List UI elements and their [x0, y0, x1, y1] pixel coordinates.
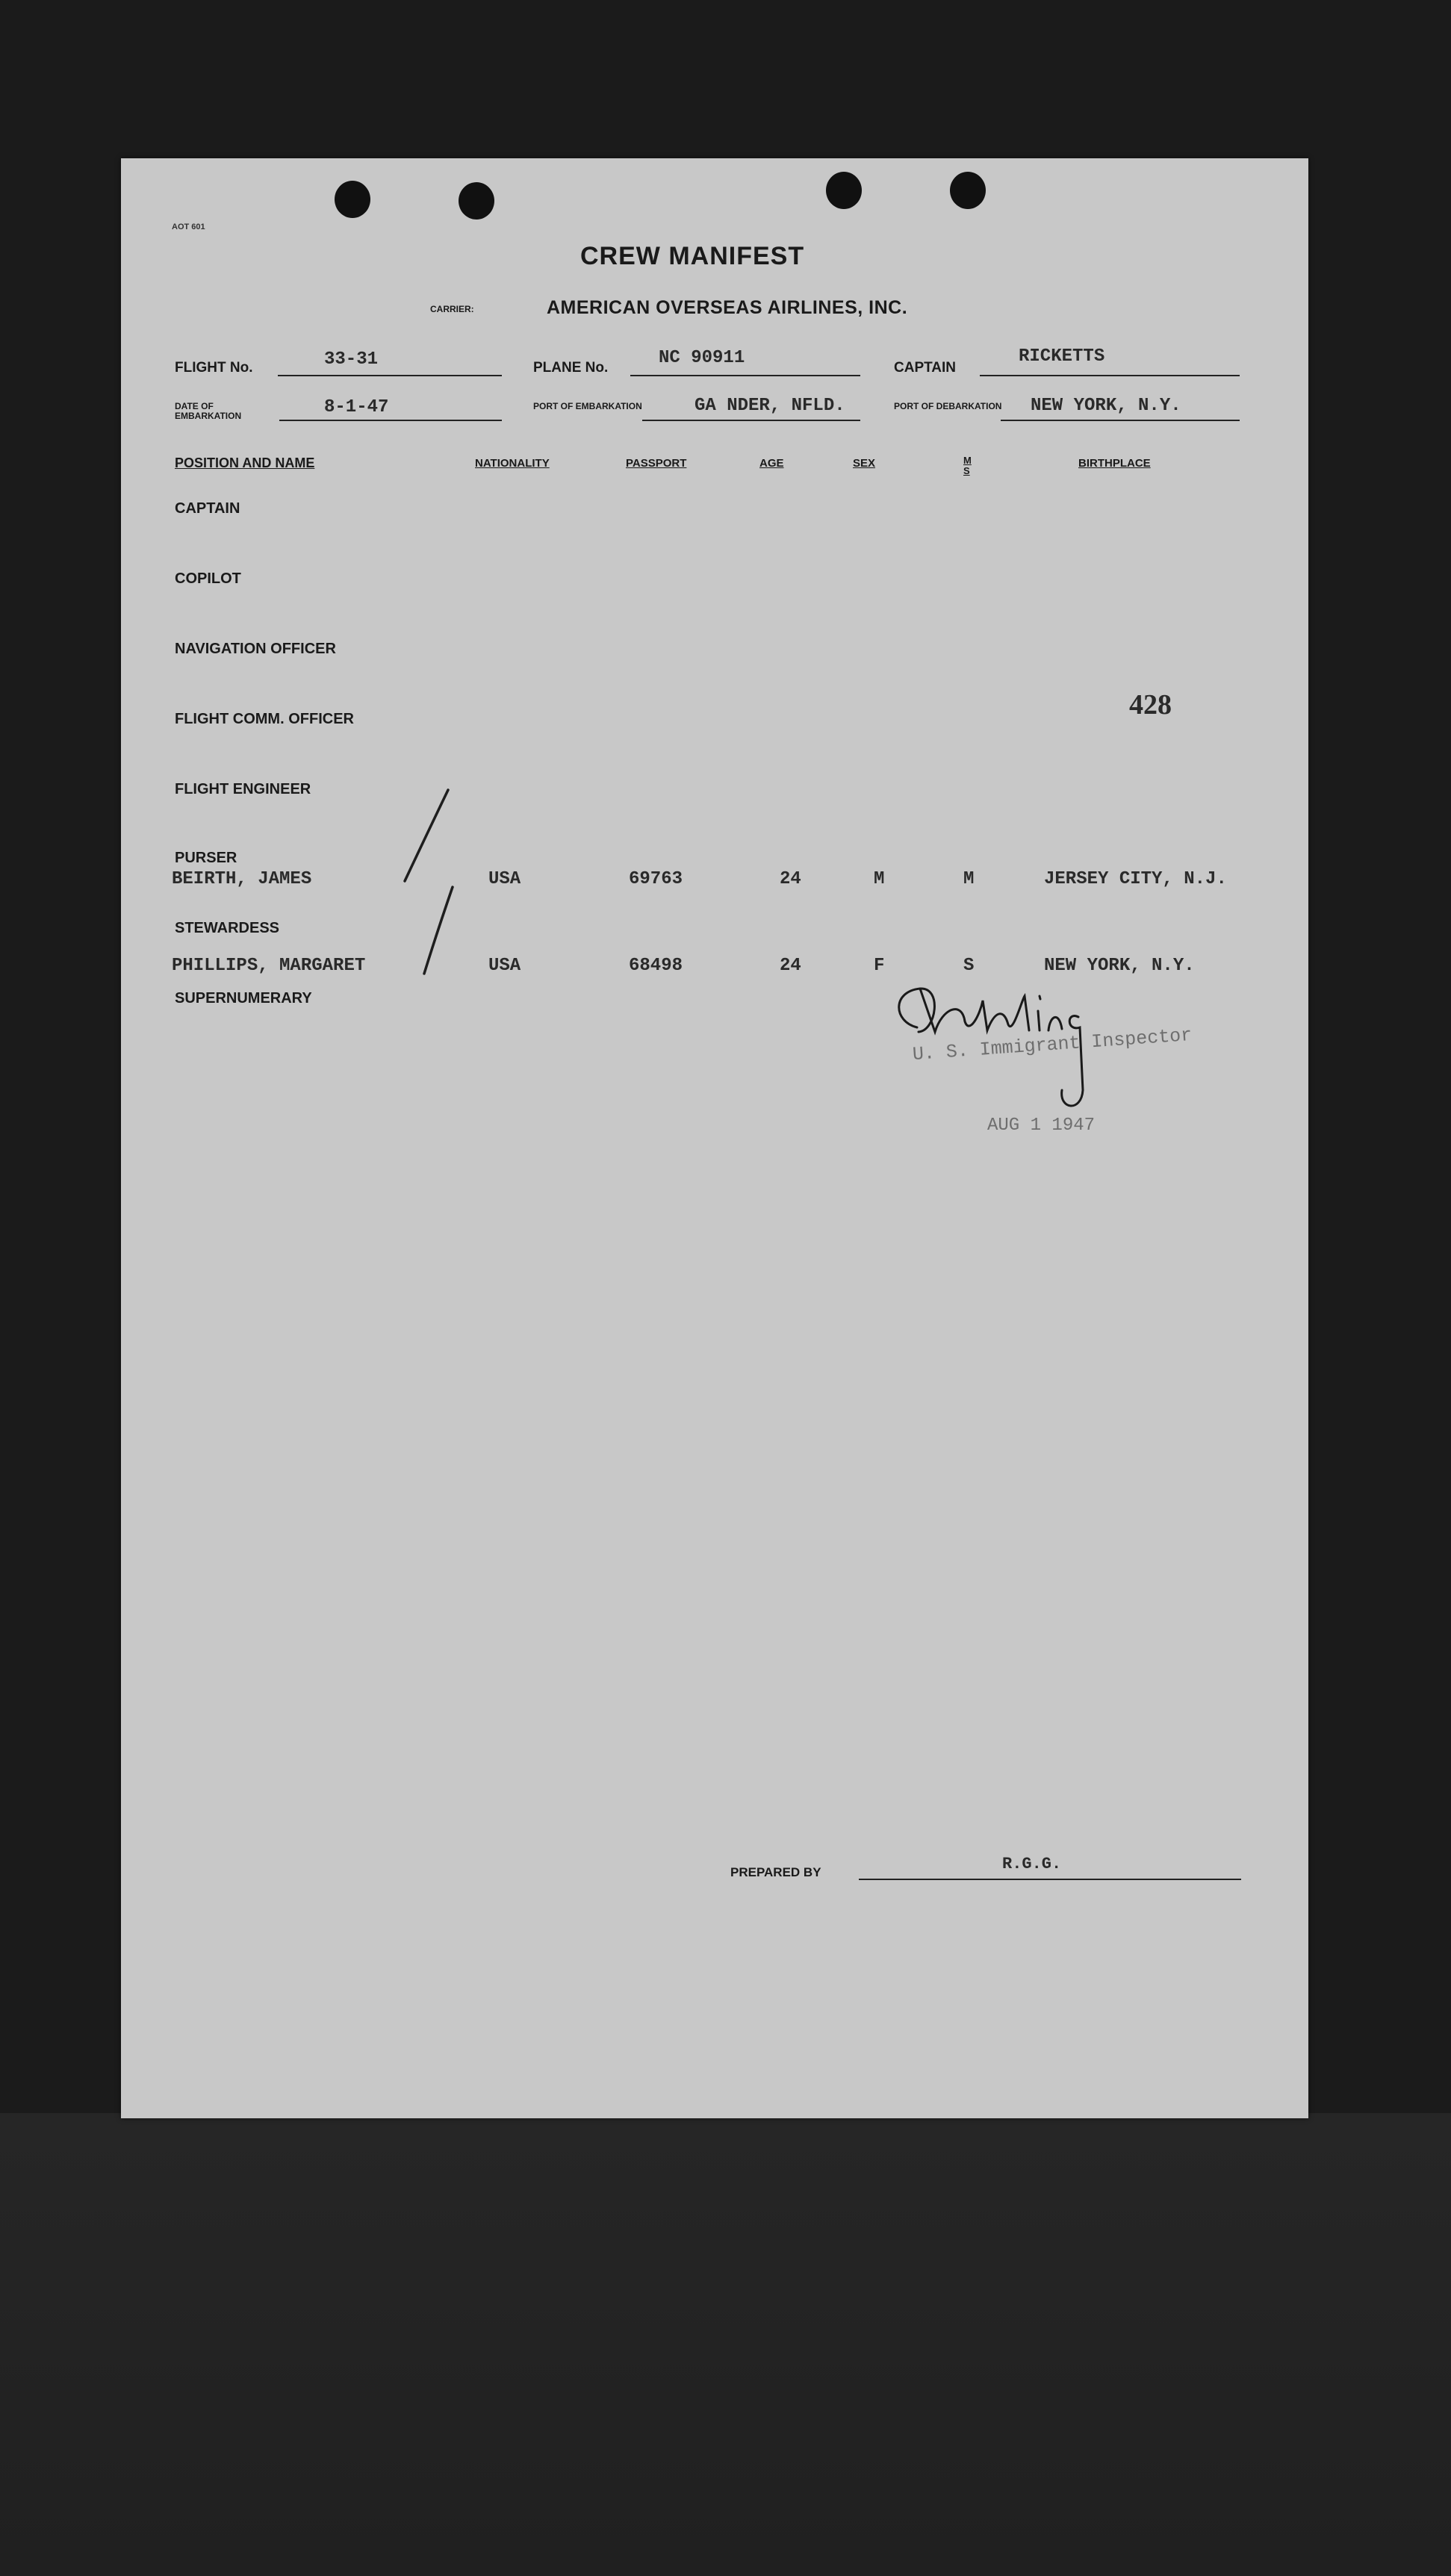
column-passport: PASSPORT — [626, 457, 687, 470]
position-purser: PURSER — [175, 850, 237, 866]
captain-label: CAPTAIN — [894, 360, 957, 376]
signature-text: A Golding — [890, 978, 894, 979]
check-mark — [420, 883, 464, 980]
captain-value: RICKETTS — [1019, 346, 1105, 367]
port-embarkation-value: GA NDER, NFLD. — [695, 396, 845, 416]
column-birthplace: BIRTHPLACE — [1078, 457, 1151, 470]
crew-name: PHILLIPS, MARGARET — [172, 956, 366, 976]
carrier-label: CARRIER: — [430, 304, 474, 314]
date-label: DATE OF EMBARKATION — [175, 401, 242, 421]
port-debarkation-value: NEW YORK, N.Y. — [1031, 396, 1181, 416]
crew-marital: S — [963, 956, 975, 976]
position-copilot: COPILOT — [175, 570, 241, 587]
punch-hole — [459, 182, 494, 220]
position-captain: CAPTAIN — [175, 500, 240, 517]
punch-hole — [335, 181, 370, 218]
crew-sex: M — [874, 869, 885, 889]
crew-marital: M — [963, 869, 975, 889]
date-value: 8-1-47 — [324, 397, 389, 417]
prepared-value: R.G.G. — [1002, 1855, 1062, 1873]
flight-value: 33-31 — [324, 349, 379, 370]
plane-value: NC 90911 — [659, 348, 745, 368]
port-embarkation-label: PORT OF EMBARKATION — [533, 401, 642, 411]
page-title: CREW MANIFEST — [580, 242, 805, 270]
port-embarkation-underline — [642, 420, 860, 421]
flight-underline — [278, 375, 502, 376]
scan-background — [0, 2113, 1451, 2576]
crew-nationality: USA — [488, 956, 521, 976]
punch-hole — [826, 172, 862, 209]
position-supernumerary: SUPERNUMERARY — [175, 990, 312, 1007]
column-age: AGE — [759, 457, 784, 470]
column-nationality: NATIONALITY — [475, 457, 550, 470]
plane-underline — [630, 375, 860, 376]
form-code: AOT 601 — [172, 223, 205, 231]
carrier-value: AMERICAN OVERSEAS AIRLINES, INC. — [547, 297, 908, 318]
crew-birthplace: JERSEY CITY, N.J. — [1044, 869, 1227, 889]
crew-name: BEIRTH, JAMES — [172, 869, 312, 889]
inspector-date: AUG 1 1947 — [987, 1116, 1096, 1136]
punch-hole — [950, 172, 986, 209]
manifest-sheet — [121, 158, 1308, 2118]
position-comm: FLIGHT COMM. OFFICER — [175, 711, 354, 727]
check-mark — [399, 785, 459, 890]
position-navigation: NAVIGATION OFFICER — [175, 641, 336, 657]
prepared-underline — [859, 1879, 1241, 1880]
column-position: POSITION AND NAME — [175, 455, 315, 470]
crew-nationality: USA — [488, 869, 521, 889]
crew-age: 24 — [780, 869, 801, 889]
plane-label: PLANE No. — [533, 360, 609, 376]
column-marital: M S — [963, 455, 972, 476]
prepared-label: PREPARED BY — [730, 1865, 821, 1879]
captain-underline — [980, 375, 1240, 376]
crew-age: 24 — [780, 956, 801, 976]
inspector-stamp: U. S. Immigrant Inspector — [911, 1024, 1193, 1065]
port-debarkation-underline — [1001, 420, 1240, 421]
position-stewardess: STEWARDESS — [175, 920, 280, 936]
column-sex: SEX — [853, 457, 876, 470]
position-engineer: FLIGHT ENGINEER — [175, 781, 311, 797]
date-underline — [279, 420, 502, 421]
crew-passport: 69763 — [629, 869, 683, 889]
crew-birthplace: NEW YORK, N.Y. — [1044, 956, 1195, 976]
port-debarkation-label: PORT OF DEBARKATION — [894, 401, 1002, 411]
sheet-number: 428 — [1129, 689, 1172, 721]
crew-passport: 68498 — [629, 956, 683, 976]
crew-sex: F — [874, 956, 885, 976]
flight-label: FLIGHT No. — [175, 360, 253, 376]
